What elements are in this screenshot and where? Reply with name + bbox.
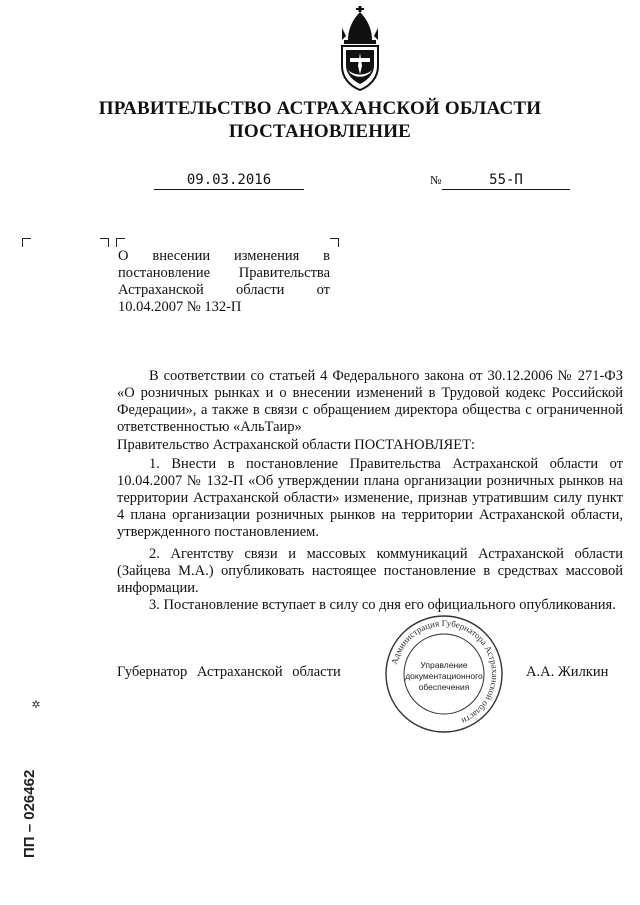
organization-title: ПРАВИТЕЛЬСТВО АСТРАХАНСКОЙ ОБЛАСТИ: [98, 98, 542, 119]
document-subject: О внесении изменения в постановление Правительства Астраханской области от 10.04.2007 № 132-П: [118, 248, 330, 315]
margin-registration-code: [6, 700, 46, 860]
signatory-title: Губернатор Астраханской области: [117, 664, 341, 680]
svg-text:Администрация Губернатора Астр: Администрация Губернатора Астраханской области: [388, 617, 501, 727]
svg-text:✲: ✲: [31, 700, 41, 712]
corner-mark: [22, 238, 31, 247]
corner-mark: [116, 238, 125, 247]
number-label: №: [430, 173, 442, 187]
svg-text:Управление: Управление: [420, 660, 468, 670]
corner-mark: [100, 238, 109, 247]
document-type: ПОСТАНОВЛЕНИЕ: [228, 121, 412, 142]
preamble-paragraph: В соответствии со статьей 4 Федерального закона от 30.12.2006 № 271-ФЗ «О розничных рынках и о внесении изменений в Трудовой кодекс Российской Федерации», а также в связи с обращением директора общества с ограниченной ответственностью «АльТаир»: [117, 368, 623, 435]
clause-2: 2. Агентству связи и массовых коммуникаций Астраханской области (Зайцева М.А.) опубликовать настоящее постановление в средствах массовой информации.: [117, 546, 623, 596]
clause-3: 3. Постановление вступает в силу со дня его официального опубликования.: [149, 597, 616, 613]
margin-code-text: ПП – 026462: [21, 769, 38, 858]
resolution-line: Правительство Астраханской области ПОСТАНОВЛЯЕТ:: [117, 437, 475, 453]
corner-mark: [330, 238, 339, 247]
clause-1: 1. Внести в постановление Правительства Астраханской области от 10.04.2007 № 132-П «Об утверждении плана организации розничных рынков на территории Астраханской области» изменение, признав утратившим силу пункт 4 плана организации розничных рынков на территории Астраханской области, утвержденного постановлением.: [117, 456, 623, 540]
coat-of-arms-icon: [334, 6, 386, 92]
svg-text:документационного: документационного: [405, 671, 483, 681]
signatory-name: А.А. Жилкин: [526, 664, 609, 680]
official-stamp: [382, 612, 506, 736]
document-date: 09.03.2016: [154, 172, 304, 190]
svg-text:обеспечения: обеспечения: [418, 682, 470, 692]
document-number: 55-П: [442, 172, 570, 190]
